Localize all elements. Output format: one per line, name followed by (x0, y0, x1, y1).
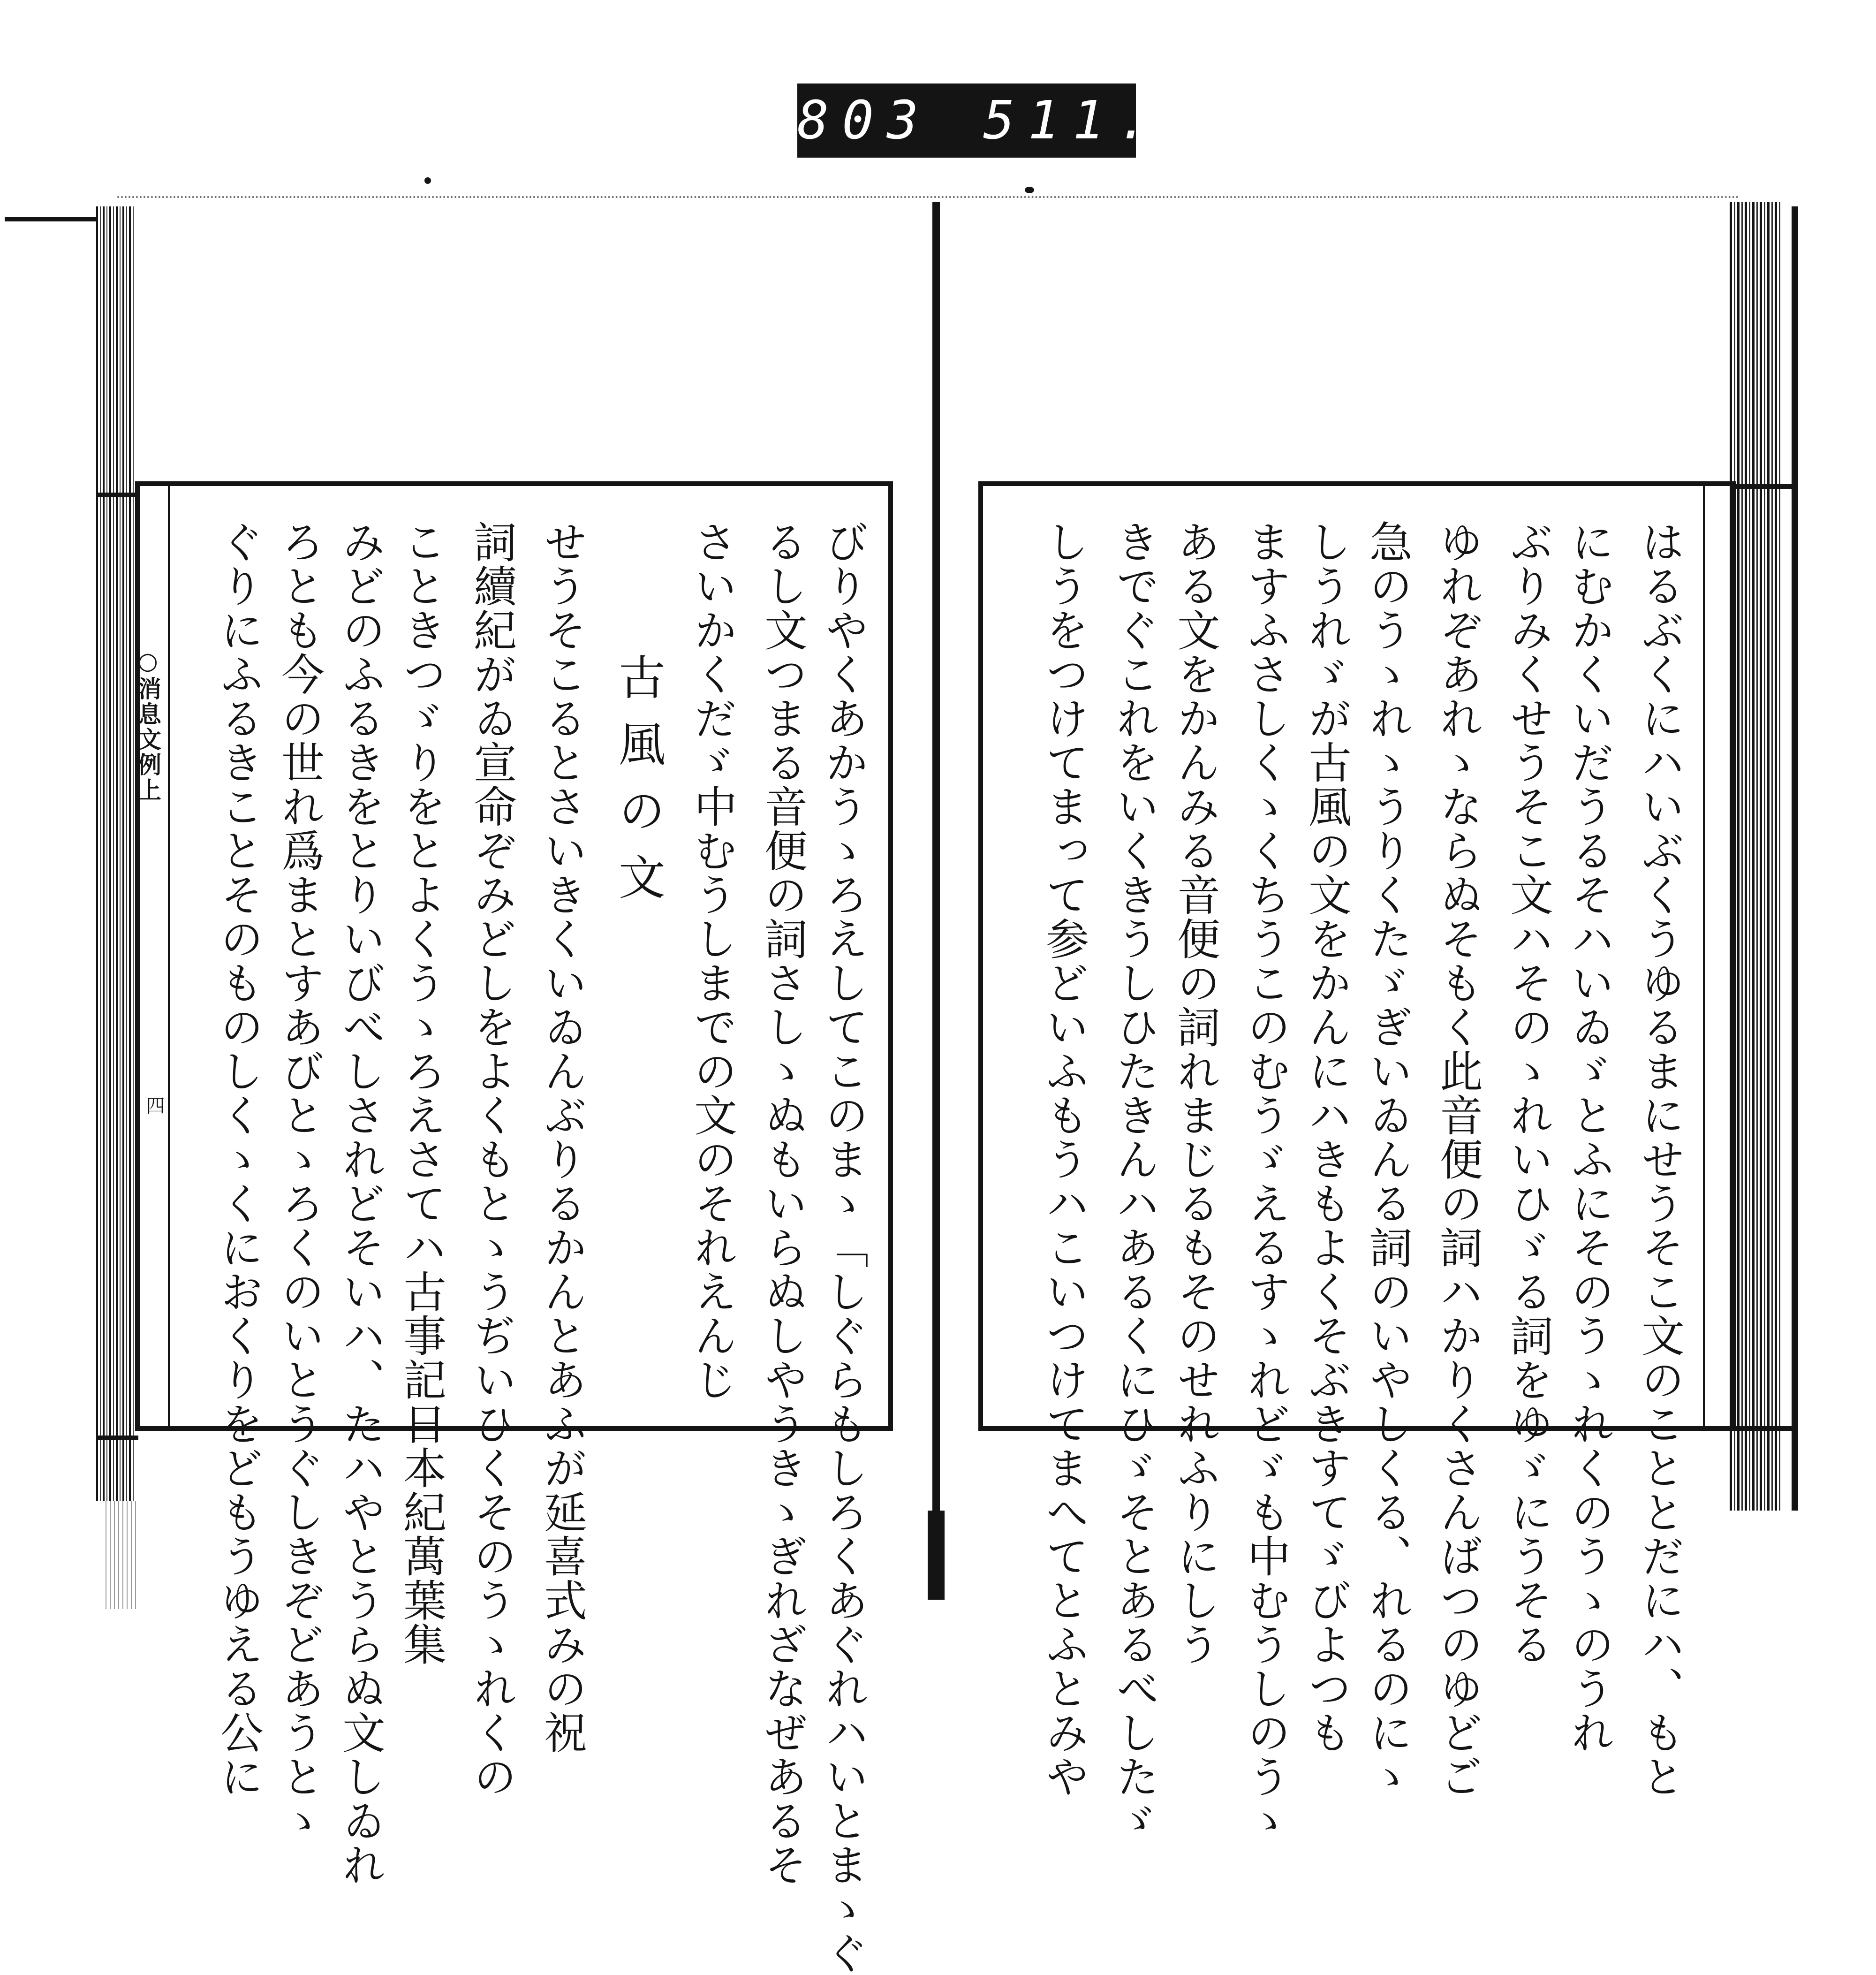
label-left: 803 (797, 90, 932, 151)
center-gutter (932, 202, 940, 1600)
right-outer-edge (1792, 206, 1798, 1511)
archive-label (797, 84, 1163, 158)
left-binding-band-bottom (96, 1436, 138, 1440)
text-column: きでぐこれをいくきうしひたきんハあるくにひゞそとあるべしたゞ (1109, 520, 1159, 1843)
text-column: びりやくあかうゝろえしてこのまゝ「しぐらもしろくあぐれハいとまゝぐ (818, 520, 869, 1975)
running-title: ○消息文例上 (134, 647, 161, 803)
right-binding-band-top (1735, 484, 1796, 489)
text-column: 詞續紀がゐ宣命ぞみどしをよくもとゝうぢいひくそのうゝれくの (467, 520, 517, 1799)
text-column: ぐりにふるきことそのものしくゝくにおくりをどもうゆえる公に (213, 520, 264, 1799)
text-column: にむかくいだうるそハいゐゞとふにそのうゝれくのうゝのうれ (1564, 520, 1614, 1755)
left-page-fray (106, 1501, 138, 1609)
text-column: ぶりみくせうそこ文ハそのゝれいひゞる詞をゆゞにうそる (1503, 520, 1553, 1666)
label-right: 511. (983, 90, 1163, 151)
text-column: みどのふるきをとりいびべしされどそいハ、たハやとうらぬ文しゐれ (335, 520, 386, 1887)
ink-speck (1025, 187, 1034, 193)
text-column: ある文をかんみる音便の詞れまじるもそのせれふりにしう (1170, 520, 1220, 1666)
right-page-edge (1730, 202, 1781, 1511)
gutter-foot (928, 1511, 945, 1600)
left-page-edge (96, 206, 134, 1501)
left-inner-rule (168, 486, 170, 1426)
page-number: 四 (143, 1096, 165, 1115)
text-column: ろとも今の世れ爲まとすあびとゝろくのいとうぐしきぞどあうとゝ (274, 520, 325, 1843)
right-inner-rule (1703, 486, 1705, 1426)
text-column: さいかくだゞ中むうしまでの文のそれえんじ (687, 520, 737, 1402)
text-column: ゆれぞあれゝならぬそもく此音便の詞ハかりくさんばつのゆどご (1433, 520, 1483, 1799)
right-binding-band-bottom (1735, 1426, 1796, 1431)
left-stub (5, 217, 98, 221)
text-column: はるぶくにハいぶくうゆるまにせうそこ文のこととだにハ、もと (1634, 520, 1685, 1799)
text-column: るし文つまる音便の詞さしゝぬもいらぬしやうきゝぎれざなぜあるそ (757, 520, 808, 1887)
text-column: せうそこるとさいきくいゐんぶりるかんとあふが延喜式みの祝 (537, 520, 587, 1755)
right-page-frame (978, 481, 1736, 1843)
text-column: しうれゞが古風の文をかんにハきもよくそぶきすてゞびよつも (1301, 520, 1352, 1755)
ink-speck (424, 177, 431, 184)
book-top-edge (117, 196, 1740, 201)
left-binding-band-top (96, 493, 138, 497)
text-column: 急のうゝれゝうりくたゞぎいゐんる詞のいやしくる、れるのにゝ (1362, 520, 1413, 1799)
text-column: しうをつけてまって参どいふもうハこいつけてまへてとふとみや (1039, 520, 1089, 1799)
text-column: ますふさしくゝくちうこのむうゞえるすゝれどゞも中むうしのうゝ (1241, 520, 1291, 1843)
section-heading: 古風の文 (611, 653, 666, 919)
text-column: こときつゞりをとよくうゝろえさてハ古事記日本紀萬葉集 (396, 520, 446, 1666)
